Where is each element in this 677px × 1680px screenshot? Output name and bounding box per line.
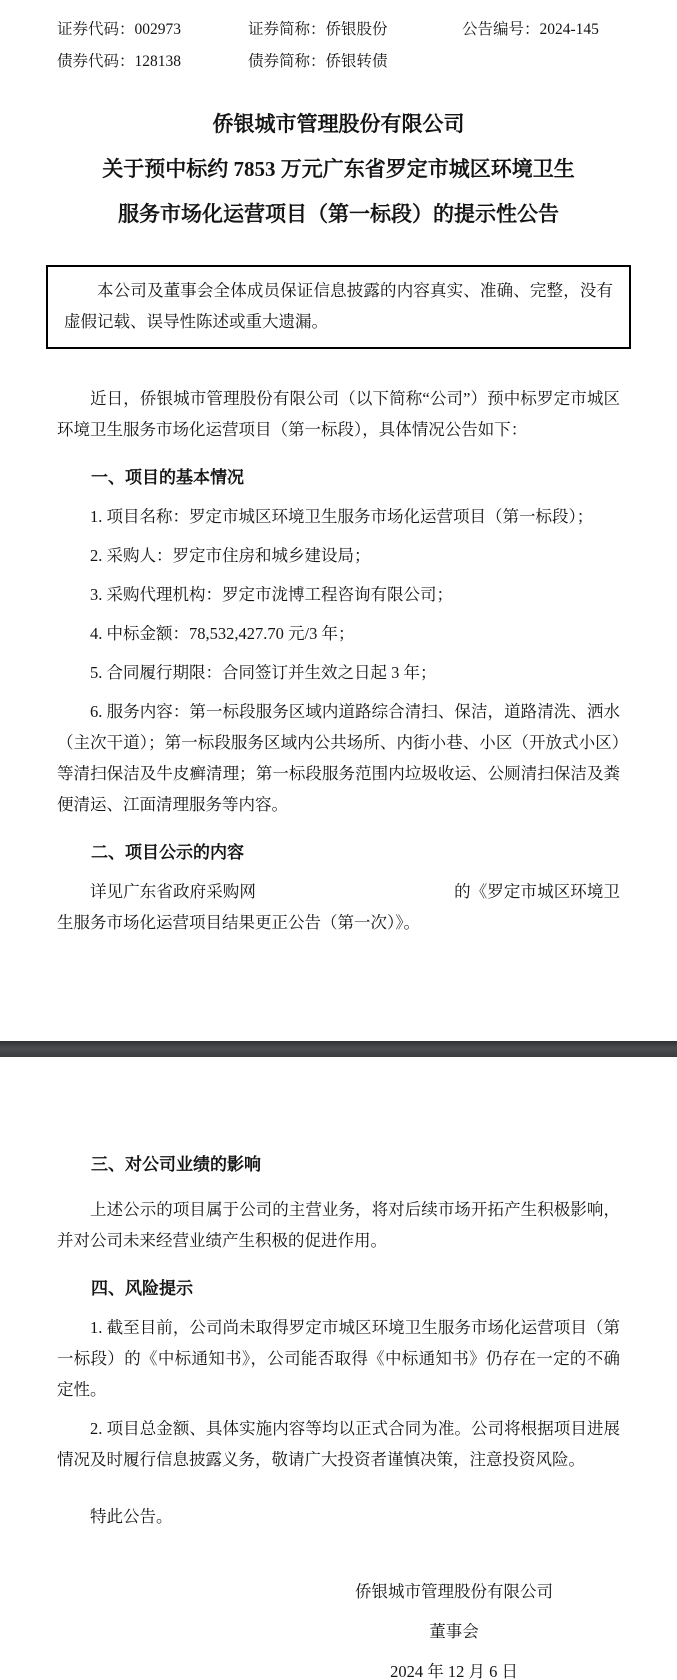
performance-impact-paragraph: 上述公示的项目属于公司的主营业务，将对后续市场开拓产生积极影响，并对公司未来经营业绩产生积极的促进作用。 <box>57 1200 620 1250</box>
project-item-agency: 3. 采购代理机构：罗定市泷博工程咨询有限公司； <box>90 585 453 604</box>
title-line-2: 关于预中标约 7853 万元广东省罗定市城区环境卫生 <box>102 157 575 181</box>
gov-procurement-site-text: 详见广东省政府采购网 <box>90 882 256 901</box>
project-item-name: 1. 项目名称：罗定市城区环境卫生服务市场化运营项目（第一标段）； <box>90 507 594 526</box>
publicity-paragraph <box>57 876 620 938</box>
risk-item-notice: 1. 截至目前，公司尚未取得罗定市城区环境卫生服务市场化运营项目（第一标段）的《中标通知书》，公司能否取得《中标通知书》仍存在一定的不确定性。 <box>57 1318 620 1399</box>
page-title <box>0 102 677 237</box>
announcement-number: 公告编号：2024-145 <box>462 21 599 38</box>
title-line-3: 服务市场化运营项目（第一标段）的提示性公告 <box>118 202 559 226</box>
disclaimer-text: 本公司及董事会全体成员保证信息披露的内容真实、准确、完整，没有虚假记载、误导性陈述或重大遗漏。 <box>64 281 613 331</box>
section-2-heading: 二、项目公示的内容 <box>91 843 244 862</box>
closing-statement: 特此公告。 <box>90 1507 173 1526</box>
intro-paragraph: 近日，侨银城市管理股份有限公司（以下简称“公司”）预中标罗定市城区环境卫生服务市场化运营项目（第一标段），具体情况公告如下： <box>57 389 620 439</box>
document-body <box>0 265 677 938</box>
signature-date: 2024 年 12 月 6 日 <box>390 1662 518 1680</box>
project-item-term: 5. 合同履行期限：合同签订并生效之日起 3 年； <box>90 663 437 682</box>
section-3-heading: 三、对公司业绩的影响 <box>91 1155 261 1174</box>
section-4-heading: 四、风险提示 <box>91 1279 193 1298</box>
project-item-amount: 4. 中标金额：78,532,427.70 元/3 年； <box>90 624 355 643</box>
securities-name: 证券简称：侨银股份 <box>248 21 388 38</box>
signature-block <box>304 1572 604 1680</box>
document-body-continued <box>0 1149 677 1680</box>
securities-header <box>0 0 677 78</box>
header-empty-cell <box>462 46 620 78</box>
risk-item-contract: 2. 项目总金额、具体实施内容等均以正式合同为准。公司将根据项目进展情况及时履行信息披露义务，敬请广大投资者谨慎决策，注意投资风险。 <box>57 1419 620 1469</box>
project-item-services: 6. 服务内容：第一标段服务区域内道路综合清扫、保洁，道路清洗、洒水（主次干道）；第一标段服务区域内公共场所、内街小巷、小区（开放式小区）等清扫保洁及牛皮癣清理；第一标段服务范围内垃圾收运、公厕清扫保洁及粪便清运、江面清理服务等内容。 <box>57 702 620 814</box>
bond-name: 债券简称：侨银转债 <box>248 53 388 70</box>
signature-company: 侨银城市管理股份有限公司 <box>355 1582 553 1601</box>
signature-board: 董事会 <box>429 1622 479 1641</box>
correction-announcement-text: 的《罗定市城区环境卫生服务市场化运营项目结果更正公告（第一次）》。 <box>57 882 621 932</box>
document-page-2 <box>0 1057 677 1680</box>
title-line-1: 侨银城市管理股份有限公司 <box>212 112 465 136</box>
disclaimer-box <box>46 265 631 349</box>
securities-code: 证券代码：002973 <box>57 21 182 38</box>
section-1-heading: 一、项目的基本情况 <box>91 468 244 487</box>
page-separator <box>0 1041 677 1057</box>
project-item-purchaser: 2. 采购人：罗定市住房和城乡建设局； <box>90 546 371 565</box>
bond-code: 债券代码：128138 <box>57 53 182 70</box>
